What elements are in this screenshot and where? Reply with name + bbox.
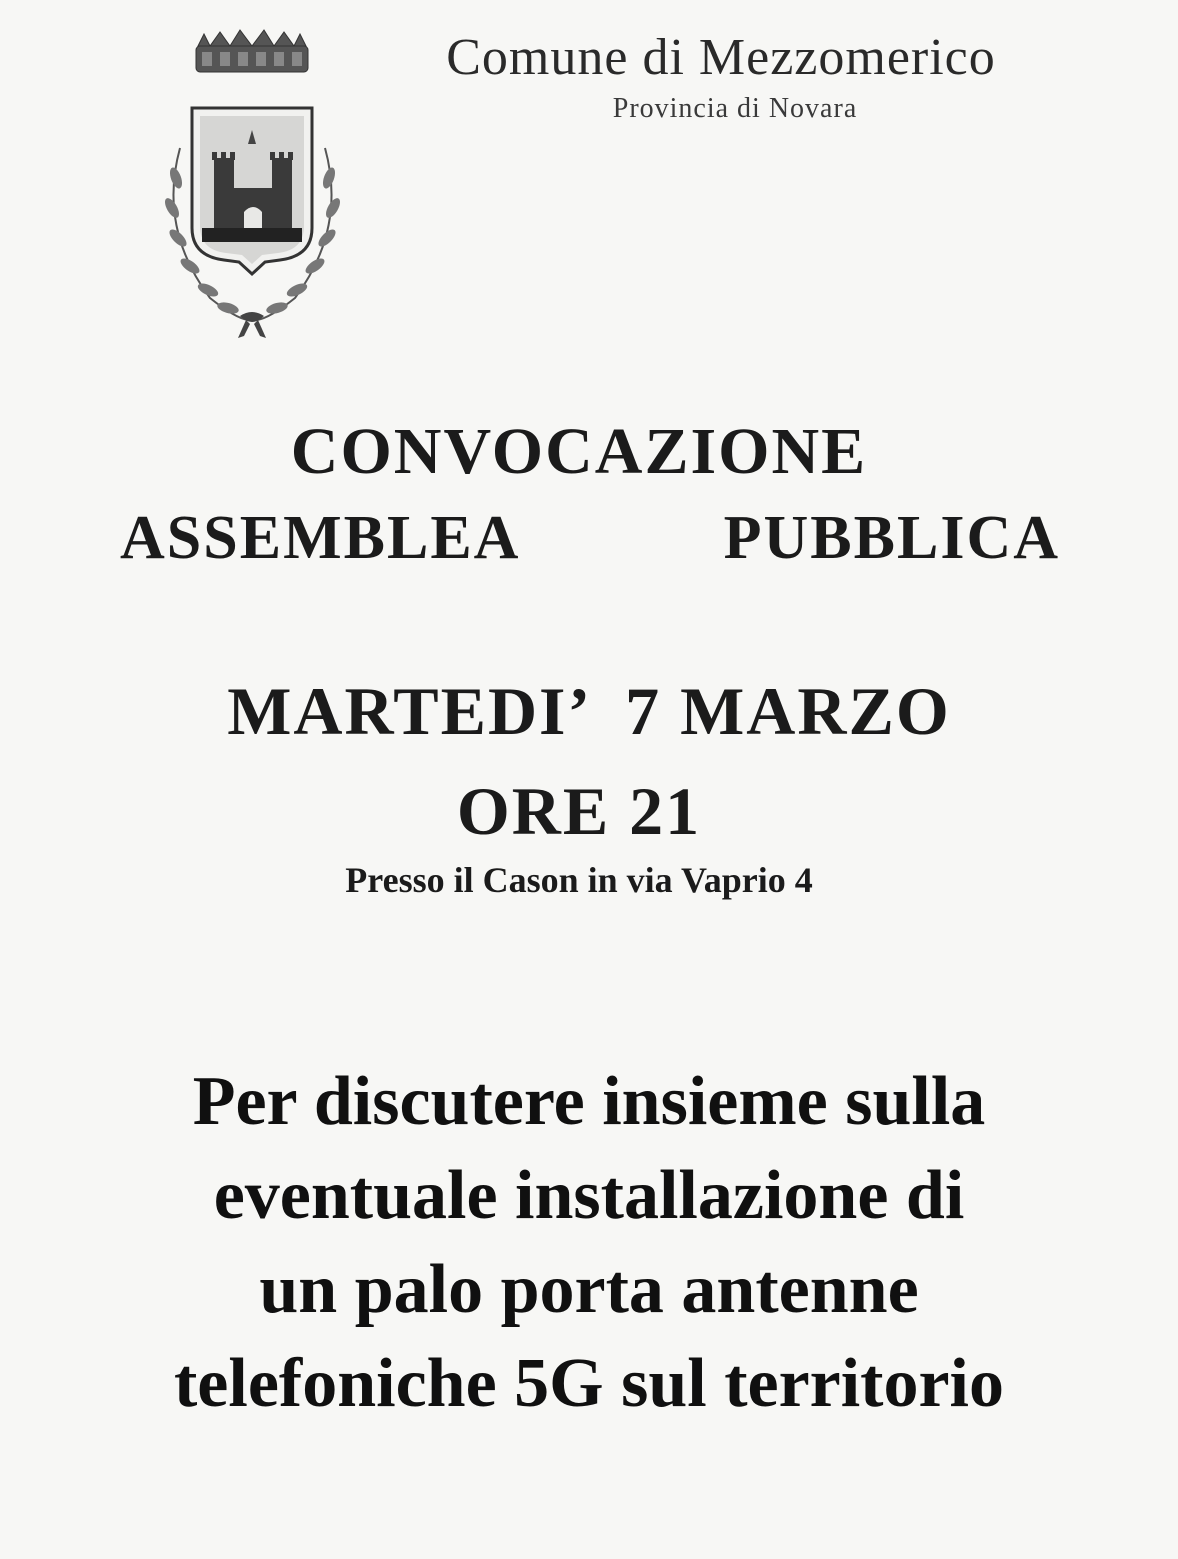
province-name: Provincia di Novara (612, 93, 858, 124)
notice-title-line-2 (120, 500, 1060, 576)
meeting-location: Presso il Cason in via Vaprio 4 (345, 860, 813, 900)
notice-title-public: PUBBLICA (723, 504, 1060, 572)
meeting-time: ORE 21 (456, 773, 702, 849)
notice-title-line-1: CONVOCAZIONE (290, 415, 868, 488)
municipality-name: Comune di Mezzomerico (446, 29, 996, 86)
meeting-purpose (60, 1055, 1118, 1431)
purpose-line: telefoniche 5G sul territorio (173, 1345, 1005, 1422)
notice-title-assembly: ASSEMBLEA (120, 504, 521, 572)
meeting-date: MARTEDI’ 7 MARZO (227, 673, 951, 749)
purpose-line: un palo porta antenne (259, 1251, 919, 1328)
municipal-coat-of-arms-icon (140, 28, 365, 338)
purpose-line: Per discutere insieme sulla (192, 1063, 986, 1140)
municipality-header (380, 28, 1040, 126)
purpose-line: eventuale installazione di (213, 1157, 965, 1234)
